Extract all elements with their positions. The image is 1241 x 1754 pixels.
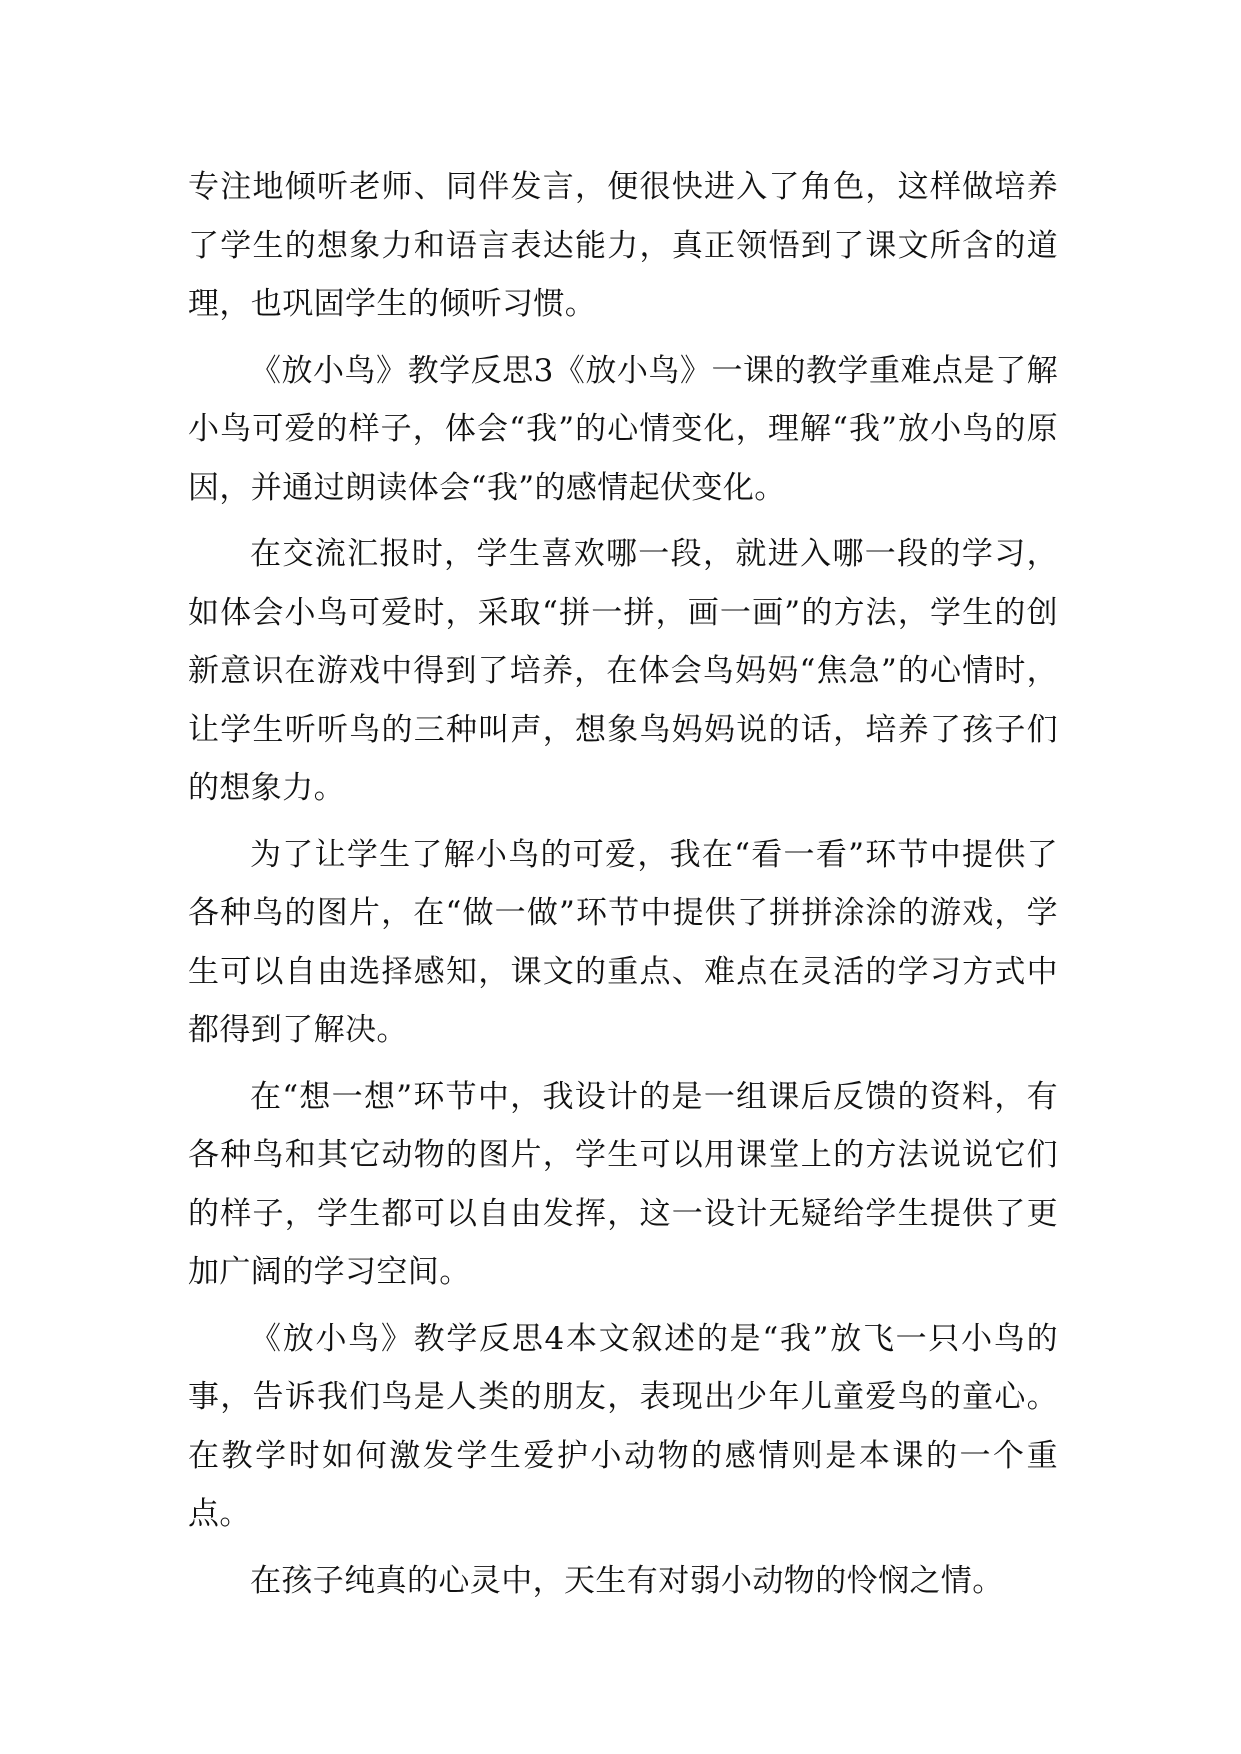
paragraph-7: 在孩子纯真的心灵中，天生有对弱小动物的怜悯之情。: [250, 1562, 1004, 1599]
paragraph-4: 为了让学生了解小鸟的可爱，我在“看一看”环节中提供了各种鸟的图片，在“做一做”环节中提供了拼拼涂涂的游戏，学生可以自由选择感知，课文的重点、难点在灵活的学习方式中都得到了解决。: [188, 836, 1058, 1048]
paragraph-1: 专注地倾听老师、同伴发言，便很快进入了角色，这样做培养了学生的想象力和语言表达能力，真正领悟到了课文所含的道理，也巩固学生的倾听习惯。: [188, 169, 1058, 322]
paragraph-5: 在“想一想”环节中，我设计的是一组课后反馈的资料，有各种鸟和其它动物的图片，学生可以用课堂上的方法说说它们的样子，学生都可以自由发挥，这一设计无疑给学生提供了更加广阔的学习空间。: [188, 1078, 1058, 1290]
document-body: [188, 158, 1058, 1618]
paragraph-3: 在交流汇报时，学生喜欢哪一段，就进入哪一段的学习，如体会小鸟可爱时，采取“拼一拼，画一画”的方法，学生的创新意识在游戏中得到了培养，在体会鸟妈妈“焦急”的心情时，让学生听听鸟的三种叫声，想象鸟妈妈说的话，培养了孩子们的想象力。: [188, 536, 1058, 806]
paragraph-6: 《放小鸟》教学反思4本文叙述的是“我”放飞一只小鸟的事，告诉我们鸟是人类的朋友，表现出少年儿童爱鸟的童心。在教学时如何激发学生爱护小动物的感情则是本课的一个重点。: [188, 1320, 1058, 1532]
paragraph-2: 《放小鸟》教学反思3《放小鸟》一课的教学重难点是了解小鸟可爱的样子，体会“我”的心情变化，理解“我”放小鸟的原因，并通过朗读体会“我”的感情起伏变化。: [188, 352, 1058, 506]
